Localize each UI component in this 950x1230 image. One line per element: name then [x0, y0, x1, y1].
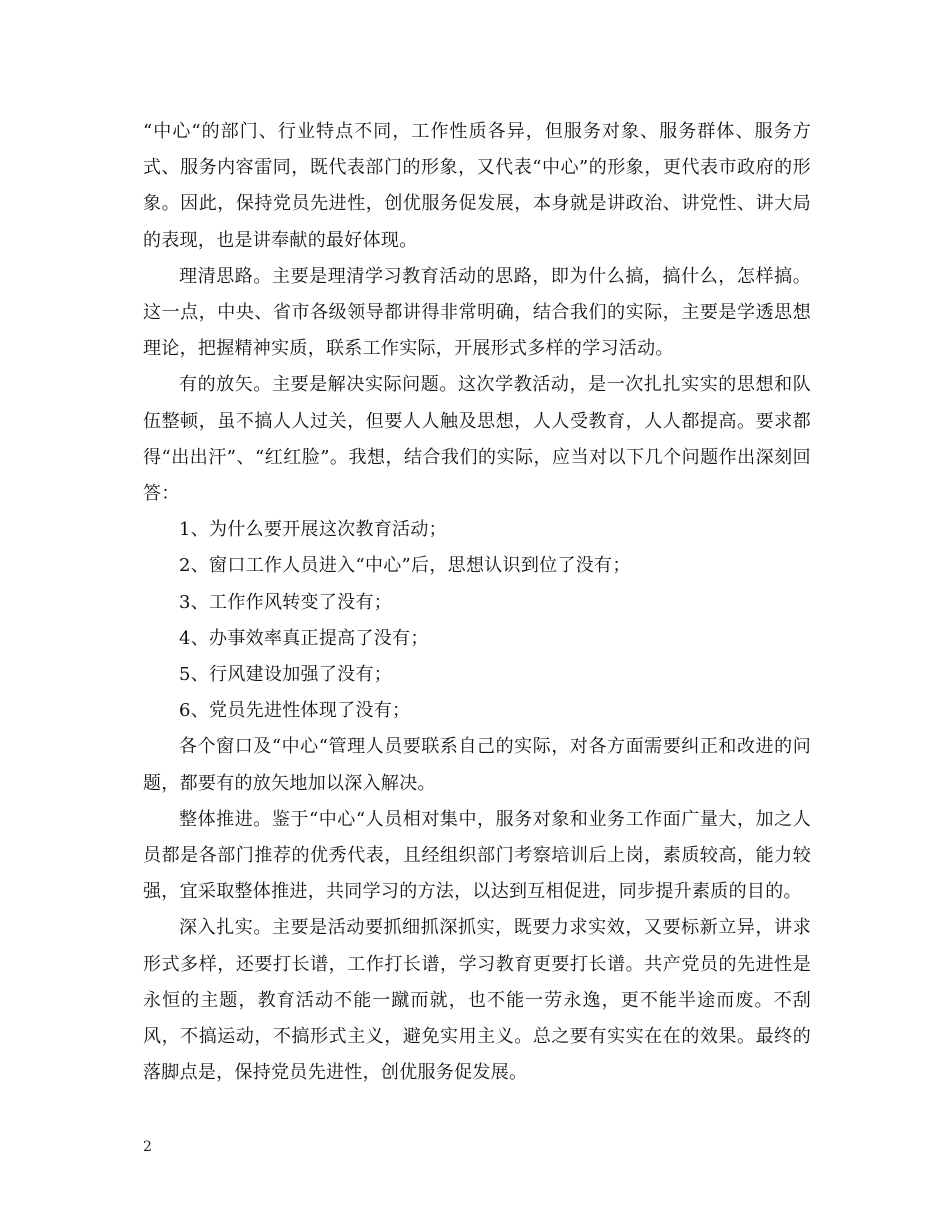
list-item: 4、办事效率真正提高了没有； — [179, 627, 429, 649]
list-item: 5、行风建设加强了没有； — [179, 664, 393, 686]
paragraph-targeted: 有的放矢。主要是解决实际问题。这次学教活动，是一次扎扎实实的思想和队伍整顿，虽不搞人人过关，但要人人触及思想，人人受教育，人人都提高。要求都得“出出汗”、“红红脸”。我想，结合我们的实际，应当对以下几个问题作出深刻回答： — [143, 374, 811, 505]
paragraph-continuation: “中心“的部门、行业特点不同，工作性质各异，但服务对象、服务群体、服务方式、服务内容雷同，既代表部门的形象，又代表“中心”的形象，更代表市政府的形象。因此，保持党员先进性，创优服务促发展，本身就是讲政治、讲党性、讲大局的表现，也是讲奉献的最好体现。 — [143, 121, 811, 251]
paragraph-in-depth: 深入扎实。主要是活动要抓细抓深抓实，既要力求实效，又要标新立异，讲求形式多样，还要打长谱，工作打长谱，学习教育更要打长谱。共产党员的先进性是永恒的主题，教育活动不能一蹴而就，也不能一劳永逸，更不能半途而废。不刮风，不搞运动，不搞形式主义，避免实用主义。总之要有实实在在的效果。最终的落脚点是，保持党员先进性，创优服务促发展。 — [143, 917, 811, 1084]
body-text — [143, 114, 811, 1091]
paragraph-window-staff: 各个窗口及“中心“管理人员要联系自己的实际，对各方面需要纠正和改进的问题，都要有的放矢地加以深入解决。 — [143, 736, 811, 794]
list-item: 3、工作作风转变了没有； — [179, 591, 393, 613]
list-item: 2、窗口工作人员进入“中心”后，思想认识到位了没有； — [179, 555, 631, 577]
paragraph-overall-advance: 整体推进。鉴于“中心“人员相对集中，服务对象和业务工作面广量大，加之人员都是各部门推荐的优秀代表，且经组织部门考察培训后上岗，素质较高，能力较强，宜采取整体推进，共同学习的方法，以达到互相促进，同步提升素质的目的。 — [143, 808, 811, 903]
paragraph-clarify-thinking: 理清思路。主要是理清学习教育活动的思路，即为什么搞，搞什么，怎样搞。这一点，中央、省市各级领导都讲得非常明确，结合我们的实际，主要是学透思想理论，把握精神实质，联系工作实际，开展形式多样的学习活动。 — [143, 265, 811, 360]
list-item: 6、党员先进性体现了没有； — [179, 700, 411, 722]
page-number: 2 — [143, 1139, 152, 1155]
list-item: 1、为什么要开展这次教育活动； — [179, 519, 447, 541]
